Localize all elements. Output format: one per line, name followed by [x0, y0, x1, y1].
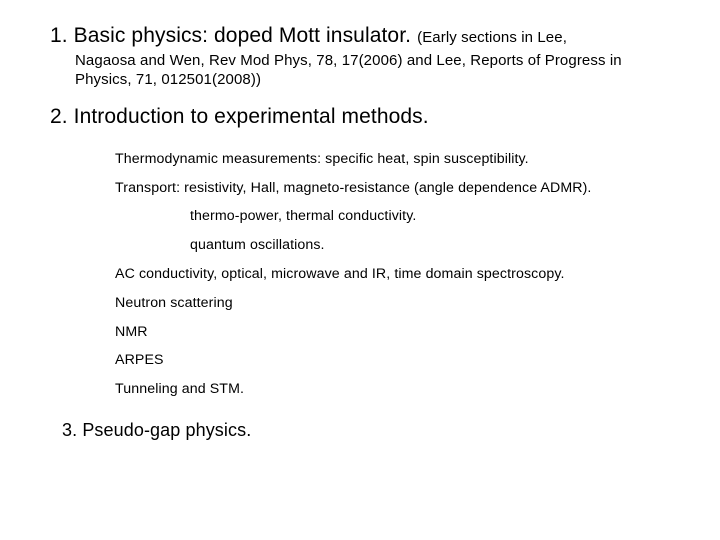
- section-2-heading: 2. Introduction to experimental methods.: [50, 105, 429, 128]
- section-1-heading: 1. Basic physics: doped Mott insulator.: [50, 24, 412, 47]
- section-1-heading-line: [50, 24, 567, 48]
- method-subitem-quantum-oscillations: quantum oscillations.: [190, 237, 325, 253]
- section-1-note: (Early sections in Lee,: [417, 29, 567, 46]
- method-item-tunneling-stm: Tunneling and STM.: [115, 381, 245, 397]
- section-1-reference-line-1: Nagaosa and Wen, Rev Mod Phys, 78, 17(2006) and Lee, Reports of Progress in: [75, 52, 622, 69]
- method-item-transport: Transport: resistivity, Hall, magneto-resistance (angle dependence ADMR).: [115, 180, 592, 196]
- section-3-heading: 3. Pseudo-gap physics.: [62, 420, 252, 440]
- method-item-nmr: NMR: [115, 324, 148, 340]
- method-item-neutron-scattering: Neutron scattering: [115, 295, 233, 311]
- method-item-ac-conductivity: AC conductivity, optical, microwave and IR, time domain spectroscopy.: [115, 266, 565, 282]
- section-1-reference-line-2: Physics, 71, 012501(2008)): [75, 71, 262, 88]
- method-item-arpes: ARPES: [115, 352, 164, 368]
- method-subitem-thermopower: thermo-power, thermal conductivity.: [190, 208, 417, 224]
- method-item-thermodynamic: Thermodynamic measurements: specific heat, spin susceptibility.: [115, 151, 529, 167]
